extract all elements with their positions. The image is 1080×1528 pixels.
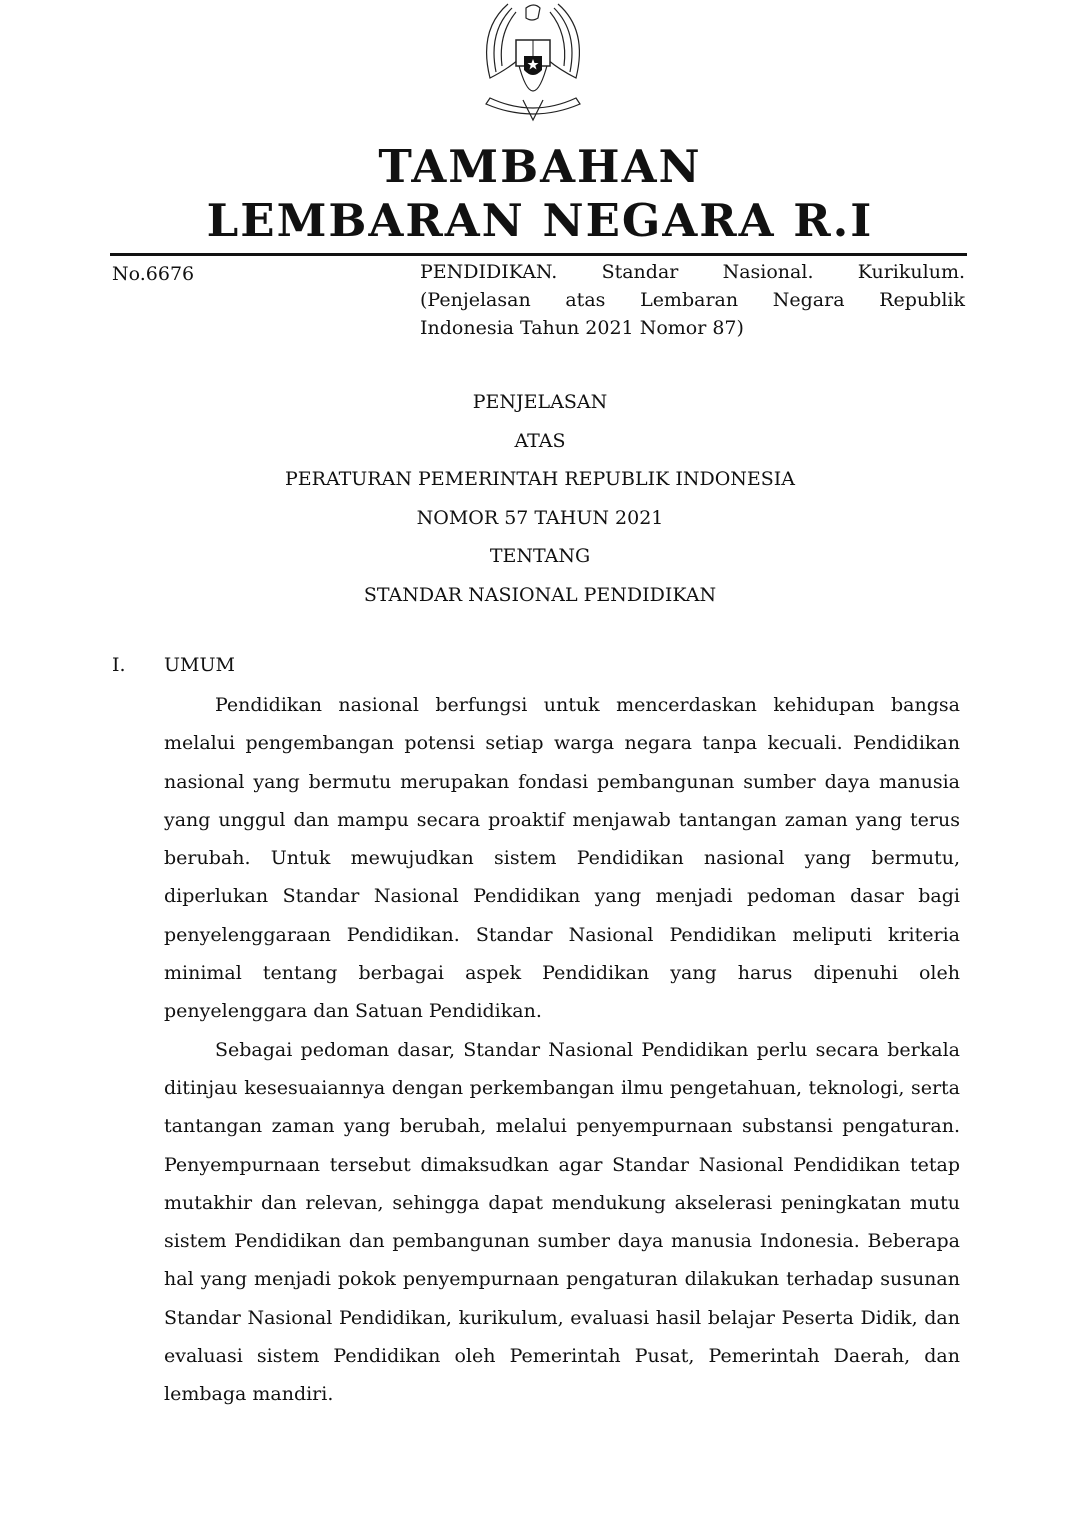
heading-line: NOMOR 57 TAHUN 2021	[416, 506, 664, 529]
section-title: UMUM	[164, 654, 235, 676]
document-subject	[420, 258, 965, 342]
section-number: I.	[112, 654, 126, 676]
heading-line: ATAS	[514, 429, 566, 452]
document-title-line2: LEMBARAN NEGARA R.I	[206, 194, 874, 247]
document-title-line1: TAMBAHAN	[378, 140, 702, 193]
section-body	[164, 686, 960, 1414]
paragraph: Pendidikan nasional berfungsi untuk mencerdaskan kehidupan bangsa melalui pengembangan potensi setiap warga negara tanpa kecuali. Pendidikan nasional yang bermutu merupakan fondasi pembangunan sumber daya manusia yang unggul dan mampu secara proaktif menjawab tantangan zaman yang terus berubah. Untuk mewujudkan sistem Pendidikan nasional yang bermutu, diperlukan Standar Nasional Pendidikan yang menjadi pedoman dasar bagi penyelenggaraan Pendidikan. Standar Nasional Pendidikan meliputi kriteria minimal tentang berbagai aspek Pendidikan yang harus dipenuhi oleh penyelenggara dan Satuan Pendidikan.	[164, 694, 960, 1023]
subject-line: Indonesia Tahun 2021 Nomor 87)	[420, 317, 744, 339]
paragraph: Sebagai pedoman dasar, Standar Nasional Pendidikan perlu secara berkala ditinjau kesesuaiannya dengan perkembangan ilmu pengetahuan, teknologi, serta tantangan zaman yang berubah, melalui penyempurnaan substansi pengaturan. Penyempurnaan tersebut dimaksudkan agar Standar Nasional Pendidikan tetap mutakhir dan relevan, sehingga dapat mendukung akselerasi peningkatan mutu sistem Pendidikan dan pembangunan sumber daya manusia Indonesia. Beberapa hal yang menjadi pokok penyempurnaan pengaturan dilakukan terhadap susunan Standar Nasional Pendidikan, kurikulum, evaluasi hasil belajar Peserta Didik, dan evaluasi sistem Pendidikan oleh Pemerintah Pusat, Pemerintah Daerah, dan lembaga mandiri.	[164, 1038, 960, 1406]
heading-line: STANDAR NASIONAL PENDIDIKAN	[363, 583, 717, 606]
subject-line: PENDIDIKAN. Standar Nasional. Kurikulum.	[420, 261, 965, 283]
header-divider	[110, 253, 967, 256]
subject-line: (Penjelasan atas Lembaran Negara Republik	[420, 289, 965, 311]
garuda-emblem-icon	[468, 0, 598, 128]
heading-line: PENJELASAN	[472, 391, 608, 413]
heading-line: PERATURAN PEMERINTAH REPUBLIK INDONESIA	[284, 468, 796, 490]
heading-line: TENTANG	[489, 545, 591, 567]
explanation-heading	[0, 383, 1080, 614]
document-number: No.6676	[112, 263, 195, 285]
